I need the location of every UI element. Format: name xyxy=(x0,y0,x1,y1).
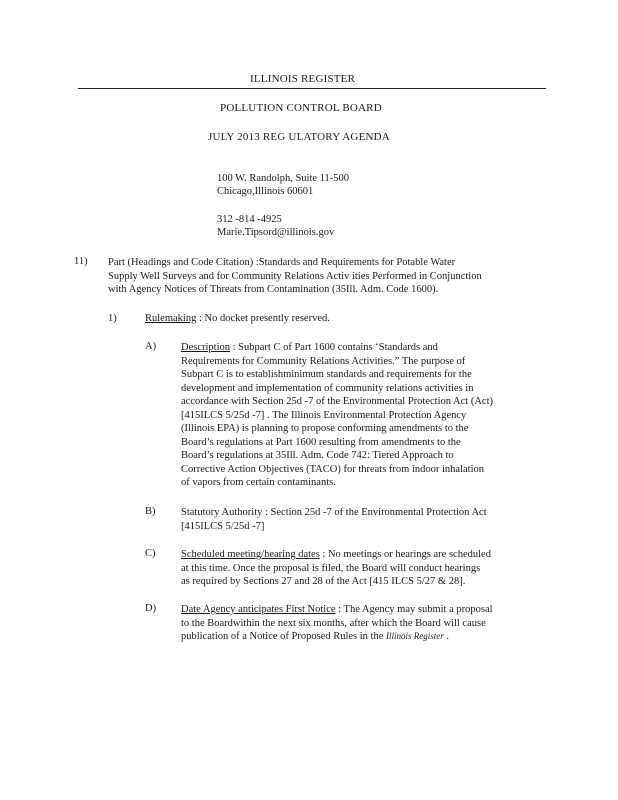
item-d-first-line xyxy=(181,603,529,617)
item-d-first-notice xyxy=(181,603,529,644)
item-d-line: to the Boardwithin the next six months, after which the Board will cause xyxy=(181,617,486,629)
item-a-line: of vapors from certain contaminants. xyxy=(181,477,336,488)
item-a-description xyxy=(181,341,529,490)
item-c-line: at this time. Once the proposal is filed, the Board will conduct hearings xyxy=(181,562,481,574)
item-c-label: C) xyxy=(145,548,156,559)
item-c-text: : No meetings or hearings are scheduled xyxy=(319,549,491,560)
item-b-line: [415ILCS 5/25d -7] xyxy=(181,520,265,532)
item-a-line: Board’s regulations at 35Ill. Adm. Code 742: Tiered Approach to xyxy=(181,450,454,461)
agenda-title: JULY 2013 REG ULATORY AGENDA xyxy=(208,131,390,143)
rulemaking-number: 1) xyxy=(108,313,117,324)
item-a-line: Subpart C is to establishminimum standards and requirements for the xyxy=(181,369,472,380)
item-a-heading: Description xyxy=(181,342,230,353)
section-line: Part (Headings and Code Citation) :Standards and Requirements for Potable Water xyxy=(108,257,456,268)
section-number: 11) xyxy=(74,256,88,267)
item-a-line: Board’s regulations at Part 1600 resulting from amendments to the xyxy=(181,436,461,448)
item-c-schedule xyxy=(181,548,529,589)
register-title: ILLINOIS REGISTER xyxy=(250,73,356,85)
item-a-line: Corrective Action Objectives (TACO) for threats from indoor inhalation xyxy=(181,463,484,475)
item-d-label: D) xyxy=(145,603,157,614)
item-a-first-line xyxy=(181,341,529,355)
item-a-text: : Subpart C of Part 1600 contains ‘Standards and xyxy=(230,342,438,353)
item-a-line: Requirements for Community Relations Activities.” The purpose of xyxy=(181,355,466,367)
address-street: 100 W. Randolph, Suite 11-500 xyxy=(217,173,350,184)
item-c-heading: Scheduled meeting/hearing dates xyxy=(181,549,320,560)
item-d-heading: Date Agency anticipates First Notice xyxy=(181,604,336,615)
item-c-first-line xyxy=(181,548,529,562)
item-a-line: development and implementation of community relations activities in xyxy=(181,382,474,394)
address-phone: 312 -814 -4925 xyxy=(217,214,282,225)
header-divider xyxy=(78,88,546,89)
item-b-label: B) xyxy=(145,506,156,517)
board-title: POLLUTION CONTROL BOARD xyxy=(220,102,382,114)
address-city: Chicago,Illinois 60601 xyxy=(217,186,314,197)
item-d-last-line xyxy=(181,630,529,644)
item-a-label: A) xyxy=(145,341,157,352)
section-line: Supply Well Surveys and for Community Relations Activ ities Performed in Conjunction xyxy=(108,270,482,282)
item-a-line: accordance with Section 25d -7 of the Environmental Protection Act (Act) xyxy=(181,396,493,407)
item-b-line: Statutory Authority : Section 25d -7 of the Environmental Protection Act xyxy=(181,507,487,518)
item-d-text: : The Agency may submit a proposal xyxy=(335,604,493,615)
address-email: Marie.Tipsord@illinois.gov xyxy=(217,227,335,238)
section-heading xyxy=(108,256,546,297)
item-a-line: (Illinois EPA) is planning to propose conforming amendments to the xyxy=(181,423,469,434)
item-a-line: [415ILCS 5/25d -7] . The Illinois Environmental Protection Agency xyxy=(181,409,467,421)
rulemaking-text: : No docket presently reserved. xyxy=(196,313,330,324)
rulemaking-line xyxy=(145,313,330,324)
item-d-text: publication of a Notice of Proposed Rules in the xyxy=(181,631,387,642)
item-d-tail: . xyxy=(443,631,450,642)
illinois-register-title: Illinois Register xyxy=(386,631,444,641)
item-c-line: as required by Sections 27 and 28 of the Act [415 ILCS 5/27 & 28]. xyxy=(181,576,466,587)
item-b-authority xyxy=(181,506,529,533)
section-line: with Agency Notices of Threats from Contamination (35Ill. Adm. Code 1600). xyxy=(108,284,439,295)
rulemaking-label: Rulemaking xyxy=(145,313,197,324)
